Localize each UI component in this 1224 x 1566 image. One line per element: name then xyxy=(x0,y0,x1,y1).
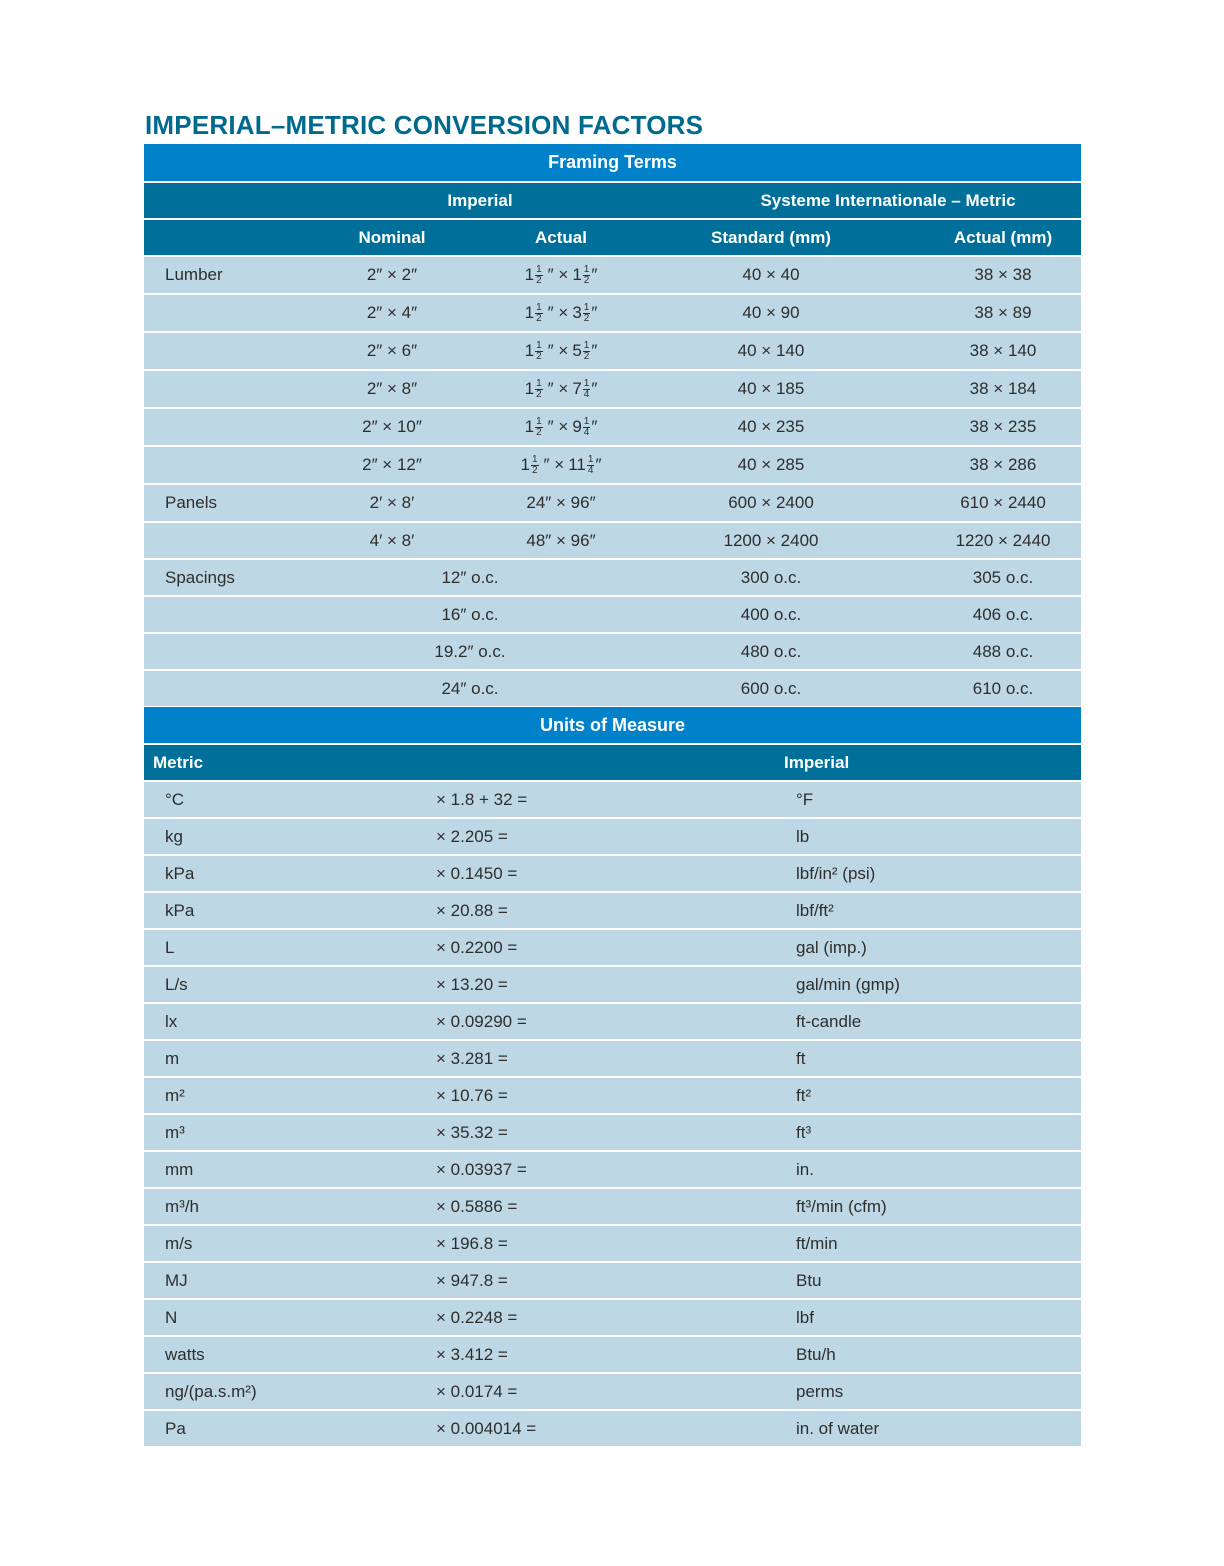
metric-unit-cell: MJ xyxy=(165,1270,188,1290)
fraction xyxy=(535,265,543,286)
framing-terms-table xyxy=(144,144,1081,708)
fraction-numerator: 1 xyxy=(583,301,590,313)
actual-cell xyxy=(501,303,621,324)
unit-row xyxy=(144,930,1081,967)
conversion-factor-cell: × 10.76 = xyxy=(436,1085,508,1105)
fraction xyxy=(583,417,591,438)
fraction xyxy=(587,455,595,476)
imperial-spacing-cell: 24″ o.c. xyxy=(441,678,499,698)
fraction-numerator: 1 xyxy=(583,415,590,427)
metric-unit-cell: L xyxy=(165,937,175,957)
metric-unit-cell: ng/(pa.s.m²) xyxy=(165,1381,257,1401)
nominal-cell: 2″ × 10″ xyxy=(362,417,422,436)
mixed-number-whole: 1 xyxy=(524,417,535,436)
actual-cell xyxy=(501,379,621,400)
mixed-number-whole: 1 xyxy=(572,265,582,284)
framing-column-header-row xyxy=(144,220,1081,257)
metric-unit-cell: kg xyxy=(165,826,183,846)
imperial-column-header: Imperial xyxy=(784,752,850,772)
unit-row xyxy=(144,1374,1081,1411)
fraction-numerator: 1 xyxy=(583,263,590,275)
conversion-factor-cell: × 0.1450 = xyxy=(436,863,518,883)
actual-cell xyxy=(501,417,621,438)
unit-row xyxy=(144,1226,1081,1263)
unit-row xyxy=(144,819,1081,856)
imperial-unit-cell: lbf/ft² xyxy=(796,900,834,920)
metric-unit-cell: °C xyxy=(165,789,185,809)
mixed-number-whole: 9 xyxy=(572,417,582,436)
metric-unit-cell: mm xyxy=(165,1159,194,1179)
actual-cell: 24″ × 96″ xyxy=(526,493,596,512)
imperial-spacing-cell: 16″ o.c. xyxy=(441,604,499,624)
standard-mm-cell: 300 o.c. xyxy=(740,567,802,587)
imperial-unit-cell: ft³/min (cfm) xyxy=(796,1196,887,1216)
actual-mm-cell: 38 × 38 xyxy=(974,265,1032,284)
conversion-factor-cell: × 2.205 = xyxy=(436,826,508,846)
standard-mm-cell: 40 × 285 xyxy=(737,455,805,474)
nominal-cell: 2″ × 4″ xyxy=(366,303,418,322)
standard-mm-cell: 480 o.c. xyxy=(740,641,802,661)
fraction xyxy=(535,303,543,324)
fraction-denominator: 4 xyxy=(583,388,590,400)
metric-unit-cell: m xyxy=(165,1048,180,1068)
fraction-denominator: 2 xyxy=(536,274,542,286)
conversion-factor-cell: × 3.412 = xyxy=(436,1344,508,1364)
units-heading xyxy=(144,707,1081,745)
imperial-unit-cell: Btu xyxy=(796,1270,822,1290)
spacing-row xyxy=(144,671,1081,708)
actual-mm-cell: 488 o.c. xyxy=(972,641,1034,661)
fraction-numerator: 1 xyxy=(536,301,542,313)
fraction-numerator: 1 xyxy=(536,263,542,275)
nominal-cell: 2″ × 2″ xyxy=(366,265,418,284)
imperial-unit-cell: ft xyxy=(796,1048,806,1068)
panel-row xyxy=(144,485,1081,523)
conversion-factor-cell: × 0.2248 = xyxy=(436,1307,518,1327)
fraction-numerator: 1 xyxy=(583,377,590,389)
framing-terms-heading-text: Framing Terms xyxy=(548,152,677,172)
fraction-numerator: 1 xyxy=(531,453,538,465)
inch-mark: ″ xyxy=(591,379,598,398)
imperial-unit-cell: lb xyxy=(796,826,810,846)
spacing-row xyxy=(144,634,1081,671)
inch-mark: ″ xyxy=(591,341,598,360)
unit-row xyxy=(144,1411,1081,1448)
imperial-unit-cell: °F xyxy=(796,789,814,809)
fraction-denominator: 4 xyxy=(583,426,590,438)
units-column-header-row xyxy=(144,745,1081,782)
actual-cell: 48″ × 96″ xyxy=(526,530,596,550)
inch-times-sign: ″ × xyxy=(547,341,569,360)
fraction-numerator: 1 xyxy=(536,377,542,389)
imperial-unit-cell: ft/min xyxy=(796,1233,838,1253)
actual-mm-cell: 305 o.c. xyxy=(972,567,1034,587)
units-of-measure-table xyxy=(144,707,1081,1448)
nominal-cell: 2′ × 8′ xyxy=(369,493,415,512)
fraction-numerator: 1 xyxy=(536,339,542,351)
conversion-factor-cell: × 3.281 = xyxy=(436,1048,508,1068)
conversion-factor-cell: × 13.20 = xyxy=(436,974,508,994)
metric-unit-cell: m³/h xyxy=(165,1196,199,1216)
actual-cell xyxy=(501,341,621,362)
unit-row xyxy=(144,856,1081,893)
nominal-cell: 2″ × 12″ xyxy=(362,455,422,474)
fraction-denominator: 2 xyxy=(531,464,538,476)
unit-row xyxy=(144,1115,1081,1152)
mixed-number-whole: 1 xyxy=(524,341,535,360)
actual-cell xyxy=(501,455,621,476)
metric-unit-cell: lx xyxy=(165,1011,178,1031)
inch-mark: ″ xyxy=(595,455,602,474)
conversion-factor-cell: × 0.0174 = xyxy=(436,1381,518,1401)
imperial-unit-cell: ft² xyxy=(796,1085,812,1105)
imperial-unit-cell: perms xyxy=(796,1381,844,1401)
metric-unit-cell: m² xyxy=(165,1085,185,1105)
conversion-factor-cell: × 196.8 = xyxy=(436,1233,508,1253)
fraction-denominator: 2 xyxy=(536,312,542,324)
conversion-factor-cell: × 20.88 = xyxy=(436,900,508,920)
metric-unit-cell: Pa xyxy=(165,1418,186,1438)
inch-times-sign: ″ × xyxy=(547,417,569,436)
unit-row xyxy=(144,1078,1081,1115)
imperial-unit-cell: in. xyxy=(796,1159,814,1179)
standard-mm-cell: 40 × 235 xyxy=(737,417,805,436)
actual-mm-cell: 406 o.c. xyxy=(972,604,1034,624)
unit-row xyxy=(144,782,1081,819)
conversion-factor-cell: × 0.5886 = xyxy=(436,1196,518,1216)
imperial-unit-cell: in. of water xyxy=(796,1418,880,1438)
fraction xyxy=(583,265,591,286)
imperial-group-header: Imperial xyxy=(447,190,513,210)
mixed-number-whole: 1 xyxy=(520,455,530,474)
actual-mm-cell: 38 × 286 xyxy=(969,455,1037,474)
conversion-factor-cell: × 0.03937 = xyxy=(436,1159,527,1179)
mixed-number-whole: 7 xyxy=(572,379,582,398)
fraction-denominator: 2 xyxy=(583,274,590,286)
lumber-row xyxy=(144,371,1081,409)
actual-mm-cell: 38 × 89 xyxy=(974,303,1032,322)
inch-mark: ″ xyxy=(591,265,598,284)
nominal-cell: 2″ × 8″ xyxy=(366,379,418,398)
imperial-unit-cell: ft³ xyxy=(796,1122,812,1142)
inch-times-sign: ″ × xyxy=(547,303,569,322)
imperial-unit-cell: lbf/in² (psi) xyxy=(796,863,876,883)
standard-mm-cell: 1200 × 2400 xyxy=(723,530,819,550)
units-heading-text: Units of Measure xyxy=(539,714,686,735)
spacing-row xyxy=(144,597,1081,634)
fraction-denominator: 2 xyxy=(536,350,542,362)
metric-unit-cell: m/s xyxy=(165,1233,193,1253)
mixed-number-whole: 1 xyxy=(524,379,535,398)
framing-group-header-row xyxy=(144,183,1081,220)
standard-mm-cell: 600 o.c. xyxy=(740,678,802,698)
inch-mark: ″ xyxy=(591,303,598,322)
lumber-row xyxy=(144,257,1081,295)
unit-row xyxy=(144,893,1081,930)
mixed-number-whole: 5 xyxy=(572,341,582,360)
unit-row xyxy=(144,1189,1081,1226)
lumber-row xyxy=(144,295,1081,333)
framing-terms-heading xyxy=(144,144,1081,183)
lumber-row xyxy=(144,409,1081,447)
metric-unit-cell: L/s xyxy=(165,974,188,994)
row-label: Panels xyxy=(165,493,217,512)
row-label: Spacings xyxy=(165,567,235,587)
standard-mm-cell: 600 × 2400 xyxy=(728,493,814,512)
conversion-factor-cell: × 947.8 = xyxy=(436,1270,508,1290)
actual-mm-column-header: Actual (mm) xyxy=(953,227,1053,247)
actual-mm-cell: 610 o.c. xyxy=(972,678,1034,698)
unit-row xyxy=(144,1004,1081,1041)
imperial-unit-cell: Btu/h xyxy=(796,1344,836,1364)
metric-group-header: Systeme Internationale – Metric xyxy=(760,190,1016,210)
inch-times-sign: ″ × xyxy=(547,379,569,398)
standard-mm-cell: 40 × 90 xyxy=(742,303,800,322)
actual-mm-cell: 38 × 140 xyxy=(969,341,1037,360)
nominal-column-header: Nominal xyxy=(358,227,426,247)
standard-mm-cell: 40 × 140 xyxy=(737,341,805,360)
imperial-unit-cell: gal (imp.) xyxy=(796,937,867,957)
fraction-denominator: 2 xyxy=(536,426,542,438)
panel-row xyxy=(144,523,1081,560)
fraction xyxy=(583,303,591,324)
mixed-number-whole: 1 xyxy=(524,265,535,284)
fraction-denominator: 4 xyxy=(587,464,594,476)
lumber-row xyxy=(144,333,1081,371)
metric-column-header: Metric xyxy=(153,752,204,772)
metric-unit-cell: watts xyxy=(165,1344,205,1364)
inch-times-sign: ″ × xyxy=(547,265,569,284)
fraction-denominator: 2 xyxy=(536,388,542,400)
nominal-cell: 2″ × 6″ xyxy=(366,341,418,360)
imperial-spacing-cell: 19.2″ o.c. xyxy=(434,641,506,661)
actual-mm-cell: 38 × 235 xyxy=(969,417,1037,436)
standard-mm-cell: 40 × 40 xyxy=(742,265,800,284)
unit-row xyxy=(144,1337,1081,1374)
metric-unit-cell: m³ xyxy=(165,1122,185,1142)
fraction-denominator: 2 xyxy=(583,350,590,362)
fraction xyxy=(535,341,543,362)
conversion-factor-cell: × 35.32 = xyxy=(436,1122,508,1142)
fraction-numerator: 1 xyxy=(587,453,594,465)
actual-mm-cell: 1220 × 2440 xyxy=(955,530,1051,550)
row-label: Lumber xyxy=(165,265,223,284)
fraction-numerator: 1 xyxy=(583,339,590,351)
metric-unit-cell: kPa xyxy=(165,900,195,920)
fraction xyxy=(583,379,591,400)
standard-mm-cell: 40 × 185 xyxy=(737,379,805,398)
conversion-factor-cell: × 0.2200 = xyxy=(436,937,518,957)
fraction-numerator: 1 xyxy=(536,415,542,427)
page-title: IMPERIAL–METRIC CONVERSION FACTORS xyxy=(145,110,704,140)
imperial-unit-cell: lbf xyxy=(796,1307,814,1327)
mixed-number-whole: 1 xyxy=(524,303,535,322)
lumber-row xyxy=(144,447,1081,485)
standard-mm-cell: 400 o.c. xyxy=(740,604,802,624)
unit-row xyxy=(144,1300,1081,1337)
actual-mm-cell: 610 × 2440 xyxy=(960,493,1046,512)
mixed-number-whole: 3 xyxy=(572,303,582,322)
fraction-denominator: 2 xyxy=(583,312,590,324)
fraction xyxy=(535,417,543,438)
unit-row xyxy=(144,1152,1081,1189)
conversion-factor-cell: × 0.09290 = xyxy=(436,1011,527,1031)
metric-unit-cell: N xyxy=(165,1307,178,1327)
unit-row xyxy=(144,1263,1081,1300)
conversion-factor-cell: × 0.004014 = xyxy=(436,1418,537,1438)
nominal-cell: 4′ × 8′ xyxy=(369,530,415,550)
inch-mark: ″ xyxy=(591,417,598,436)
fraction xyxy=(531,455,539,476)
fraction xyxy=(535,379,543,400)
inch-times-sign: ″ × xyxy=(543,455,565,474)
metric-unit-cell: kPa xyxy=(165,863,195,883)
actual-cell xyxy=(501,265,621,286)
imperial-unit-cell: ft-candle xyxy=(796,1011,862,1031)
conversion-factor-cell: × 1.8 + 32 = xyxy=(436,789,528,809)
standard-mm-column-header: Standard (mm) xyxy=(711,227,831,247)
unit-row xyxy=(144,967,1081,1004)
actual-mm-cell: 38 × 184 xyxy=(969,379,1037,398)
unit-row xyxy=(144,1041,1081,1078)
fraction xyxy=(583,341,591,362)
imperial-unit-cell: gal/min (gmp) xyxy=(796,974,900,994)
imperial-spacing-cell: 12″ o.c. xyxy=(441,567,499,587)
spacing-row xyxy=(144,560,1081,597)
mixed-number-whole: 11 xyxy=(568,455,586,474)
actual-column-header: Actual xyxy=(535,227,587,247)
